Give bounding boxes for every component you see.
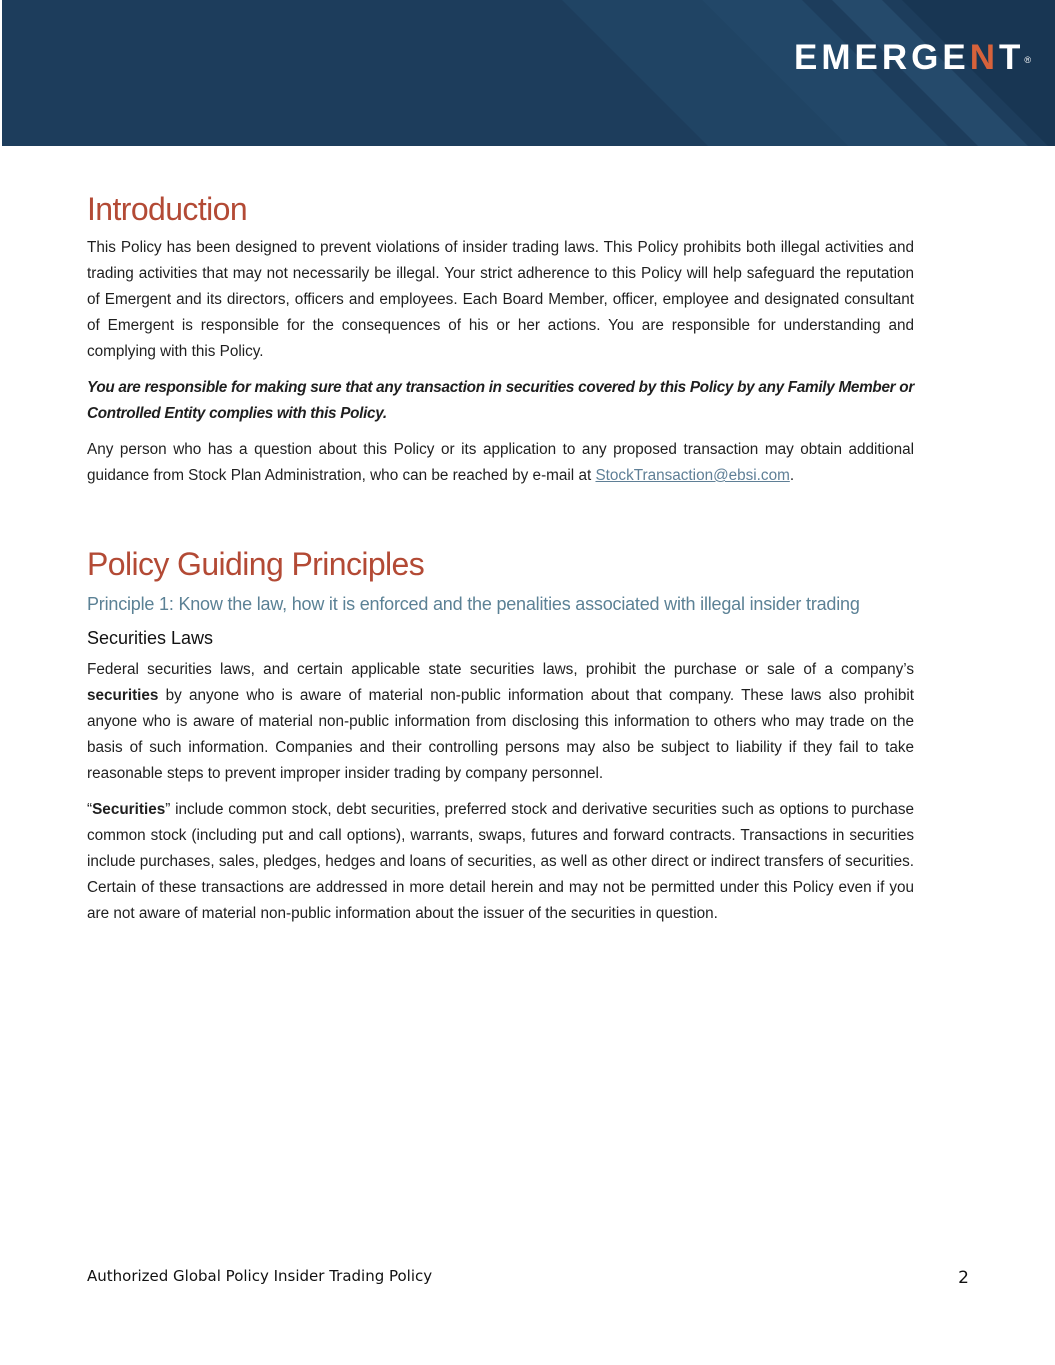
principle-1-title: Principle 1: Know the law, how it is enforced and the penalities associated with illegal insider trading [87, 594, 860, 614]
securities-laws-paragraph-1: Federal securities laws, and certain applicable state securities laws, prohibit the purchase or sale of a company’s securities by anyone who is aware of material non-public information about that company. These laws also prohibit anyone who is aware of material non-public information from disclosing this information to others who may trade on the basis of such information. Companies and their controlling persons may also be subject to liability if they fail to take reasonable steps to prevent improper insider trading by company personnel. [87, 661, 914, 782]
emergent-logo: EMERGENT® [793, 38, 1031, 77]
securities-definition-term: Securities [92, 801, 166, 818]
introduction-paragraph-1: This Policy has been designed to prevent violations of insider trading laws. This Policy prohibits both illegal activities and trading activities that may not necessarily be illegal. Your strict adherence to this Policy will help safeguard the reputation of Emergent and its directors, officers and employees. Each Board Member, officer, employee and designated consultant of Emergent is responsible for the consequences of his or her actions. You are responsible for understanding and complying with this Policy. [87, 239, 914, 360]
introduction-paragraph-3: Any person who has a question about this Policy or its application to any proposed transaction may obtain additional guidance from Stock Plan Administration, who can be reached by e-mail at StockTransaction@ebsi.com. [87, 441, 914, 484]
introduction-heading: Introduction [87, 191, 248, 227]
securities-laws-paragraph-2: “Securities” include common stock, debt securities, preferred stock and derivative securities such as options to purchase common stock (including put and call options), warrants, swaps, futures and forward contracts. Transactions in securities include purchases, sales, pledges, hedges and loans of securities, as well as other direct or indirect transfers of securities. Certain of these transactions are addressed in more detail herein and may not be permitted under this Policy even if you are not aware of material non-public information about the issuer of the securities in question. [87, 801, 914, 922]
email-link[interactable]: StockTransaction@ebsi.com [595, 467, 790, 484]
document-body [87, 188, 914, 927]
securities-term: securities [87, 687, 159, 704]
securities-laws-subheading: Securities Laws [87, 628, 214, 648]
header-banner [2, 0, 1055, 146]
footer-title: Authorized Global Policy Insider Trading Policy [87, 1267, 433, 1285]
principles-heading: Policy Guiding Principles [87, 546, 425, 582]
page-number: 2 [958, 1268, 969, 1288]
page-footer [87, 1264, 969, 1288]
introduction-paragraph-2: You are responsible for making sure that any transaction in securities covered by this Policy by any Family Member or Controlled Entity complies with this Policy. [87, 379, 914, 422]
